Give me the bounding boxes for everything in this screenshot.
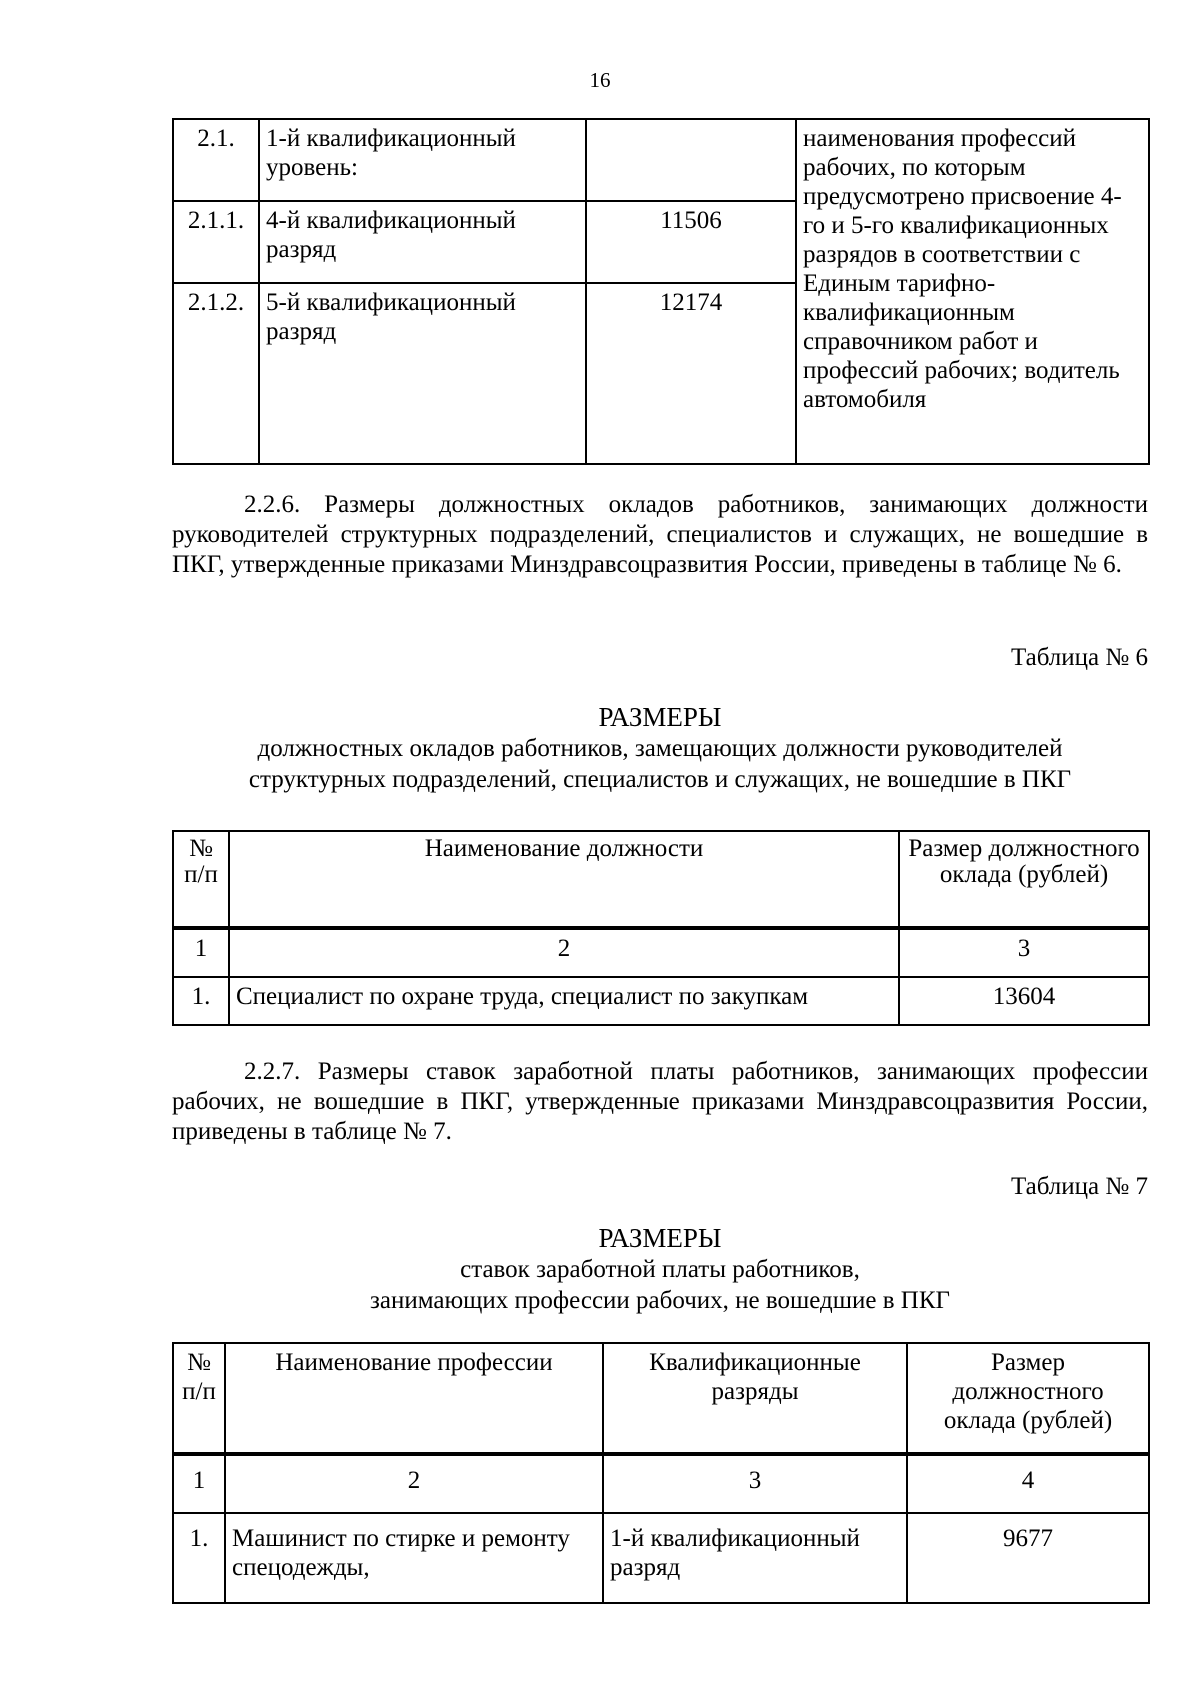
column-number: 2 — [225, 1454, 603, 1513]
row-number: 2.1.2. — [173, 283, 259, 464]
table6-subtitle-1: должностных окладов работников, замещающих должности руководителей — [257, 735, 1063, 762]
table-7 — [172, 1342, 1150, 1604]
row-number: 2.1.1. — [173, 201, 259, 283]
qualification-grade: 1-й квалификационный разряд — [603, 1513, 907, 1603]
row-name: 1-й квалификационный уровень: — [259, 119, 586, 201]
table7-label: Таблица № 7 — [1010, 1173, 1148, 1200]
profession-grade-table — [172, 118, 1150, 465]
table7-heading — [172, 1223, 1148, 1316]
salary-value: 13604 — [899, 977, 1149, 1025]
profession-name: Машинист по стирке и ремонту спецодежды, — [225, 1513, 603, 1603]
row-value: 12174 — [586, 283, 796, 464]
column-number-row — [173, 928, 1149, 977]
table6-heading — [172, 702, 1148, 795]
column-header: № п/п — [173, 1343, 225, 1454]
column-header: Наименование должности — [229, 831, 899, 928]
row-name: 4-й квалификационный разряд — [259, 201, 586, 283]
table7-subtitle-2: занимающих профессии рабочих, не вошедшие в ПКГ — [370, 1287, 950, 1314]
column-number: 3 — [603, 1454, 907, 1513]
column-number: 4 — [907, 1454, 1149, 1513]
column-header: Размер должностного оклада (рублей) — [899, 831, 1149, 928]
profession-note: наименования профессий рабочих, по которым предусмотрено присвоение 4-го и 5-го квалификационных разрядов в соответствии с Единым тарифно-квалификационным справочником работ и профессий рабочих; водитель автомобиля — [796, 119, 1149, 464]
page-number: 16 — [589, 68, 611, 92]
row-number: 1. — [173, 1513, 225, 1603]
column-header: № п/п — [173, 831, 229, 928]
table7-subtitle-1: ставок заработной платы работников, — [460, 1256, 860, 1283]
table-row — [173, 119, 1149, 201]
column-header: Размер должностного оклада (рублей) — [907, 1343, 1149, 1454]
row-number: 2.1. — [173, 119, 259, 201]
column-number: 2 — [229, 928, 899, 977]
column-number-row — [173, 1454, 1149, 1513]
column-number: 1 — [173, 1454, 225, 1513]
table-header-row — [173, 1343, 1149, 1454]
position-name: Специалист по охране труда, специалист по закупкам — [229, 977, 899, 1025]
paragraph-2-2-7 — [172, 1057, 1148, 1147]
table6-label: Таблица № 6 — [1010, 644, 1148, 671]
salary-value: 9677 — [907, 1513, 1149, 1603]
row-value: 11506 — [586, 201, 796, 283]
table-header-row — [173, 831, 1149, 928]
paragraph-text: 2.2.7. Размеры ставок заработной платы работников, занимающих профессии рабочих, не вошедшие в ПКГ, утвержденные приказами Минздравсоцразвития России, приведены в таблице № 7. — [172, 1058, 1148, 1145]
table7-title: РАЗМЕРЫ — [598, 1223, 722, 1253]
paragraph-2-2-6 — [172, 490, 1148, 580]
table6-title: РАЗМЕРЫ — [598, 702, 722, 732]
table6-subtitle-2: структурных подразделений, специалистов и служащих, не вошедшие в ПКГ — [248, 766, 1072, 793]
column-header: Наименование профессии — [225, 1343, 603, 1454]
row-name: 5-й квалификационный разряд — [259, 283, 586, 464]
table-row — [173, 977, 1149, 1025]
table-row — [173, 1513, 1149, 1603]
column-number: 1 — [173, 928, 229, 977]
row-number: 1. — [173, 977, 229, 1025]
table-6 — [172, 830, 1150, 1026]
row-value — [586, 119, 796, 201]
column-header: Квалификационные разряды — [603, 1343, 907, 1454]
column-number: 3 — [899, 928, 1149, 977]
paragraph-text: 2.2.6. Размеры должностных окладов работников, занимающих должности руководителей структурных подразделений, специалистов и служащих, не вошедшие в ПКГ, утвержденные приказами Минздравсоцразвития России, приведены в таблице № 6. — [172, 491, 1148, 578]
